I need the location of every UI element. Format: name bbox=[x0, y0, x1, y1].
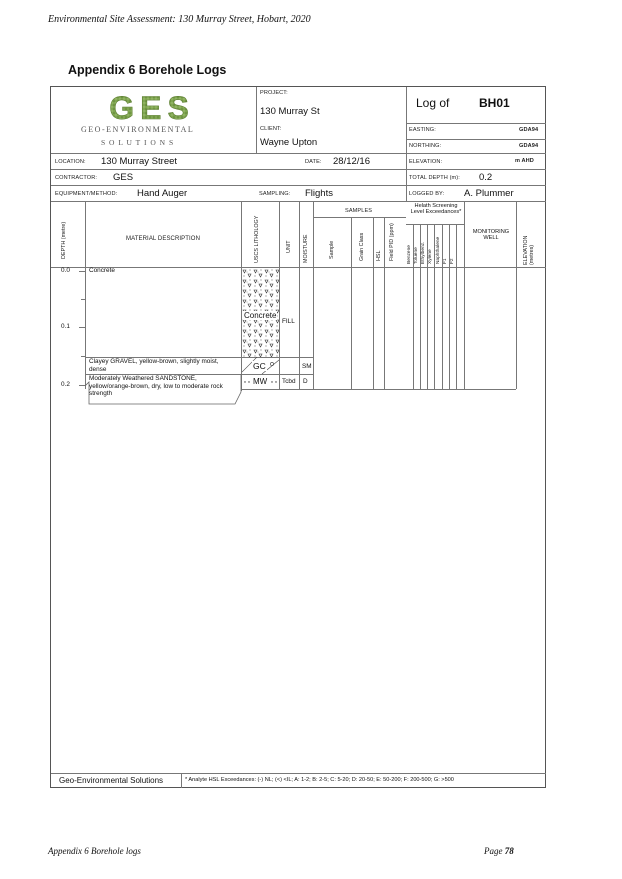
moisture-column-header: MOISTURE bbox=[303, 234, 309, 263]
logo-line1: GEO-ENVIRONMENTAL bbox=[81, 125, 195, 134]
location-label: LOCATION: bbox=[55, 159, 86, 165]
client-label: CLIENT: bbox=[260, 126, 282, 132]
ges-logo-icon bbox=[97, 92, 207, 122]
layer-description: Moderately Weathered SANDSTONE, yellow/orange-brown, dry, low to moderate rock strength bbox=[89, 375, 223, 398]
contractor-value: GES bbox=[113, 172, 134, 183]
borehole-log-sheet bbox=[50, 86, 546, 788]
easting-label: EASTING: bbox=[409, 127, 436, 133]
sampling-label: SAMPLING: bbox=[259, 191, 291, 197]
date-value: 28/12/16 bbox=[333, 156, 370, 167]
moisture-value: D bbox=[303, 378, 308, 385]
uscs-column-header: USCS LITHOLOGY bbox=[254, 215, 260, 263]
unit-value: Tcbd bbox=[282, 378, 296, 385]
depth-tick: 0.0 bbox=[61, 267, 70, 274]
page-number-value: 78 bbox=[504, 846, 514, 856]
elevation-label: ELEVATION: bbox=[409, 159, 443, 165]
logged-by-label: LOGGED BY: bbox=[409, 191, 445, 197]
logged-by-value: A. Plummer bbox=[464, 188, 514, 199]
project-value: 130 Murray St bbox=[260, 106, 320, 117]
sandstone-callout-outline bbox=[85, 374, 245, 406]
client-value: Wayne Upton bbox=[260, 137, 318, 148]
easting-value: GDA94 bbox=[519, 127, 539, 133]
monitoring-well-column-header: MONITORING WELL bbox=[472, 229, 510, 242]
unit-value: FILL bbox=[282, 318, 295, 325]
page-number bbox=[484, 846, 514, 856]
northing-value: GDA94 bbox=[519, 143, 539, 149]
log-of-label: Log of bbox=[416, 96, 450, 110]
depth-tick: 0.2 bbox=[61, 381, 70, 388]
date-label: DATE: bbox=[305, 159, 322, 165]
lithology-label: GC bbox=[253, 361, 266, 371]
toluene-column-header: Toluene bbox=[414, 247, 419, 264]
contractor-label: CONTRACTOR: bbox=[55, 175, 98, 181]
total-depth-value: 0.2 bbox=[479, 172, 493, 183]
material-column-header: MATERIAL DESCRIPTION bbox=[126, 236, 201, 242]
sample-column-header: Sample bbox=[329, 240, 335, 259]
samples-group-header: SAMPLES bbox=[345, 208, 373, 214]
lithology-label: MW bbox=[253, 377, 268, 386]
grain-class-column-header: Grain Class bbox=[359, 232, 365, 261]
location-value: 130 Murray Street bbox=[101, 156, 178, 167]
equipment-value: Hand Auger bbox=[137, 188, 188, 199]
layer-description: Clayey GRAVEL, yellow-brown, slightly moist, dense bbox=[89, 358, 219, 373]
sampling-value: Flights bbox=[305, 188, 333, 199]
hsl-exceedances-group-header: Helath Screening Level Exceedances* bbox=[410, 203, 462, 216]
total-depth-label: TOTAL DEPTH (m): bbox=[409, 175, 460, 181]
project-label: PROJECT: bbox=[260, 90, 288, 96]
logo-word: GES bbox=[109, 92, 195, 122]
page-label: Page bbox=[484, 846, 503, 856]
page-header: Environmental Site Assessment: 130 Murray Street, Hobart, 2020 bbox=[48, 14, 311, 25]
sheet-footer-note: * Analyte HSL Exceedances: (-) NL; (<) <IL; A: 1-2; B: 2-5; C: 5-20; D: 20-50; E: 50-200; F: 200-500; G: >500 bbox=[185, 777, 454, 783]
f1-column-header: F1 bbox=[443, 258, 448, 264]
elevation-column-header: ELEVATION (metres) bbox=[523, 235, 535, 265]
moisture-value: SM bbox=[302, 363, 312, 370]
logo-line2: S O L U T I O N S bbox=[101, 138, 175, 147]
equipment-label: EQUIPMENT/METHOD: bbox=[55, 191, 118, 197]
depth-tick: 0.1 bbox=[61, 323, 70, 330]
unit-column-header: UNIT bbox=[286, 240, 292, 253]
appendix-title: Appendix 6 Borehole Logs bbox=[68, 63, 227, 77]
naphthalene-column-header: Naphthalene bbox=[436, 236, 441, 264]
ethylbenz-column-header: Ethylbenz. bbox=[421, 241, 426, 264]
field-pid-column-header: Field PID (ppm) bbox=[389, 223, 395, 261]
page-footer-left: Appendix 6 Borehole logs bbox=[48, 846, 141, 856]
benzene-column-header: Benzene bbox=[407, 245, 412, 264]
depth-column-header: DEPTH (metre) bbox=[61, 221, 67, 259]
lithology-label: Concrete bbox=[244, 311, 277, 320]
elevation-value: m AHD bbox=[515, 158, 534, 164]
hole-id: BH01 bbox=[479, 96, 510, 110]
sheet-footer-company: Geo-Environmental Solutions bbox=[59, 776, 164, 785]
f2-column-header: F2 bbox=[450, 258, 455, 264]
northing-label: NORTHING: bbox=[409, 143, 442, 149]
layer-description: Concrete bbox=[89, 267, 115, 274]
xylene-column-header: Xylene bbox=[428, 249, 433, 264]
hsl-column-header: HSL bbox=[376, 250, 382, 261]
